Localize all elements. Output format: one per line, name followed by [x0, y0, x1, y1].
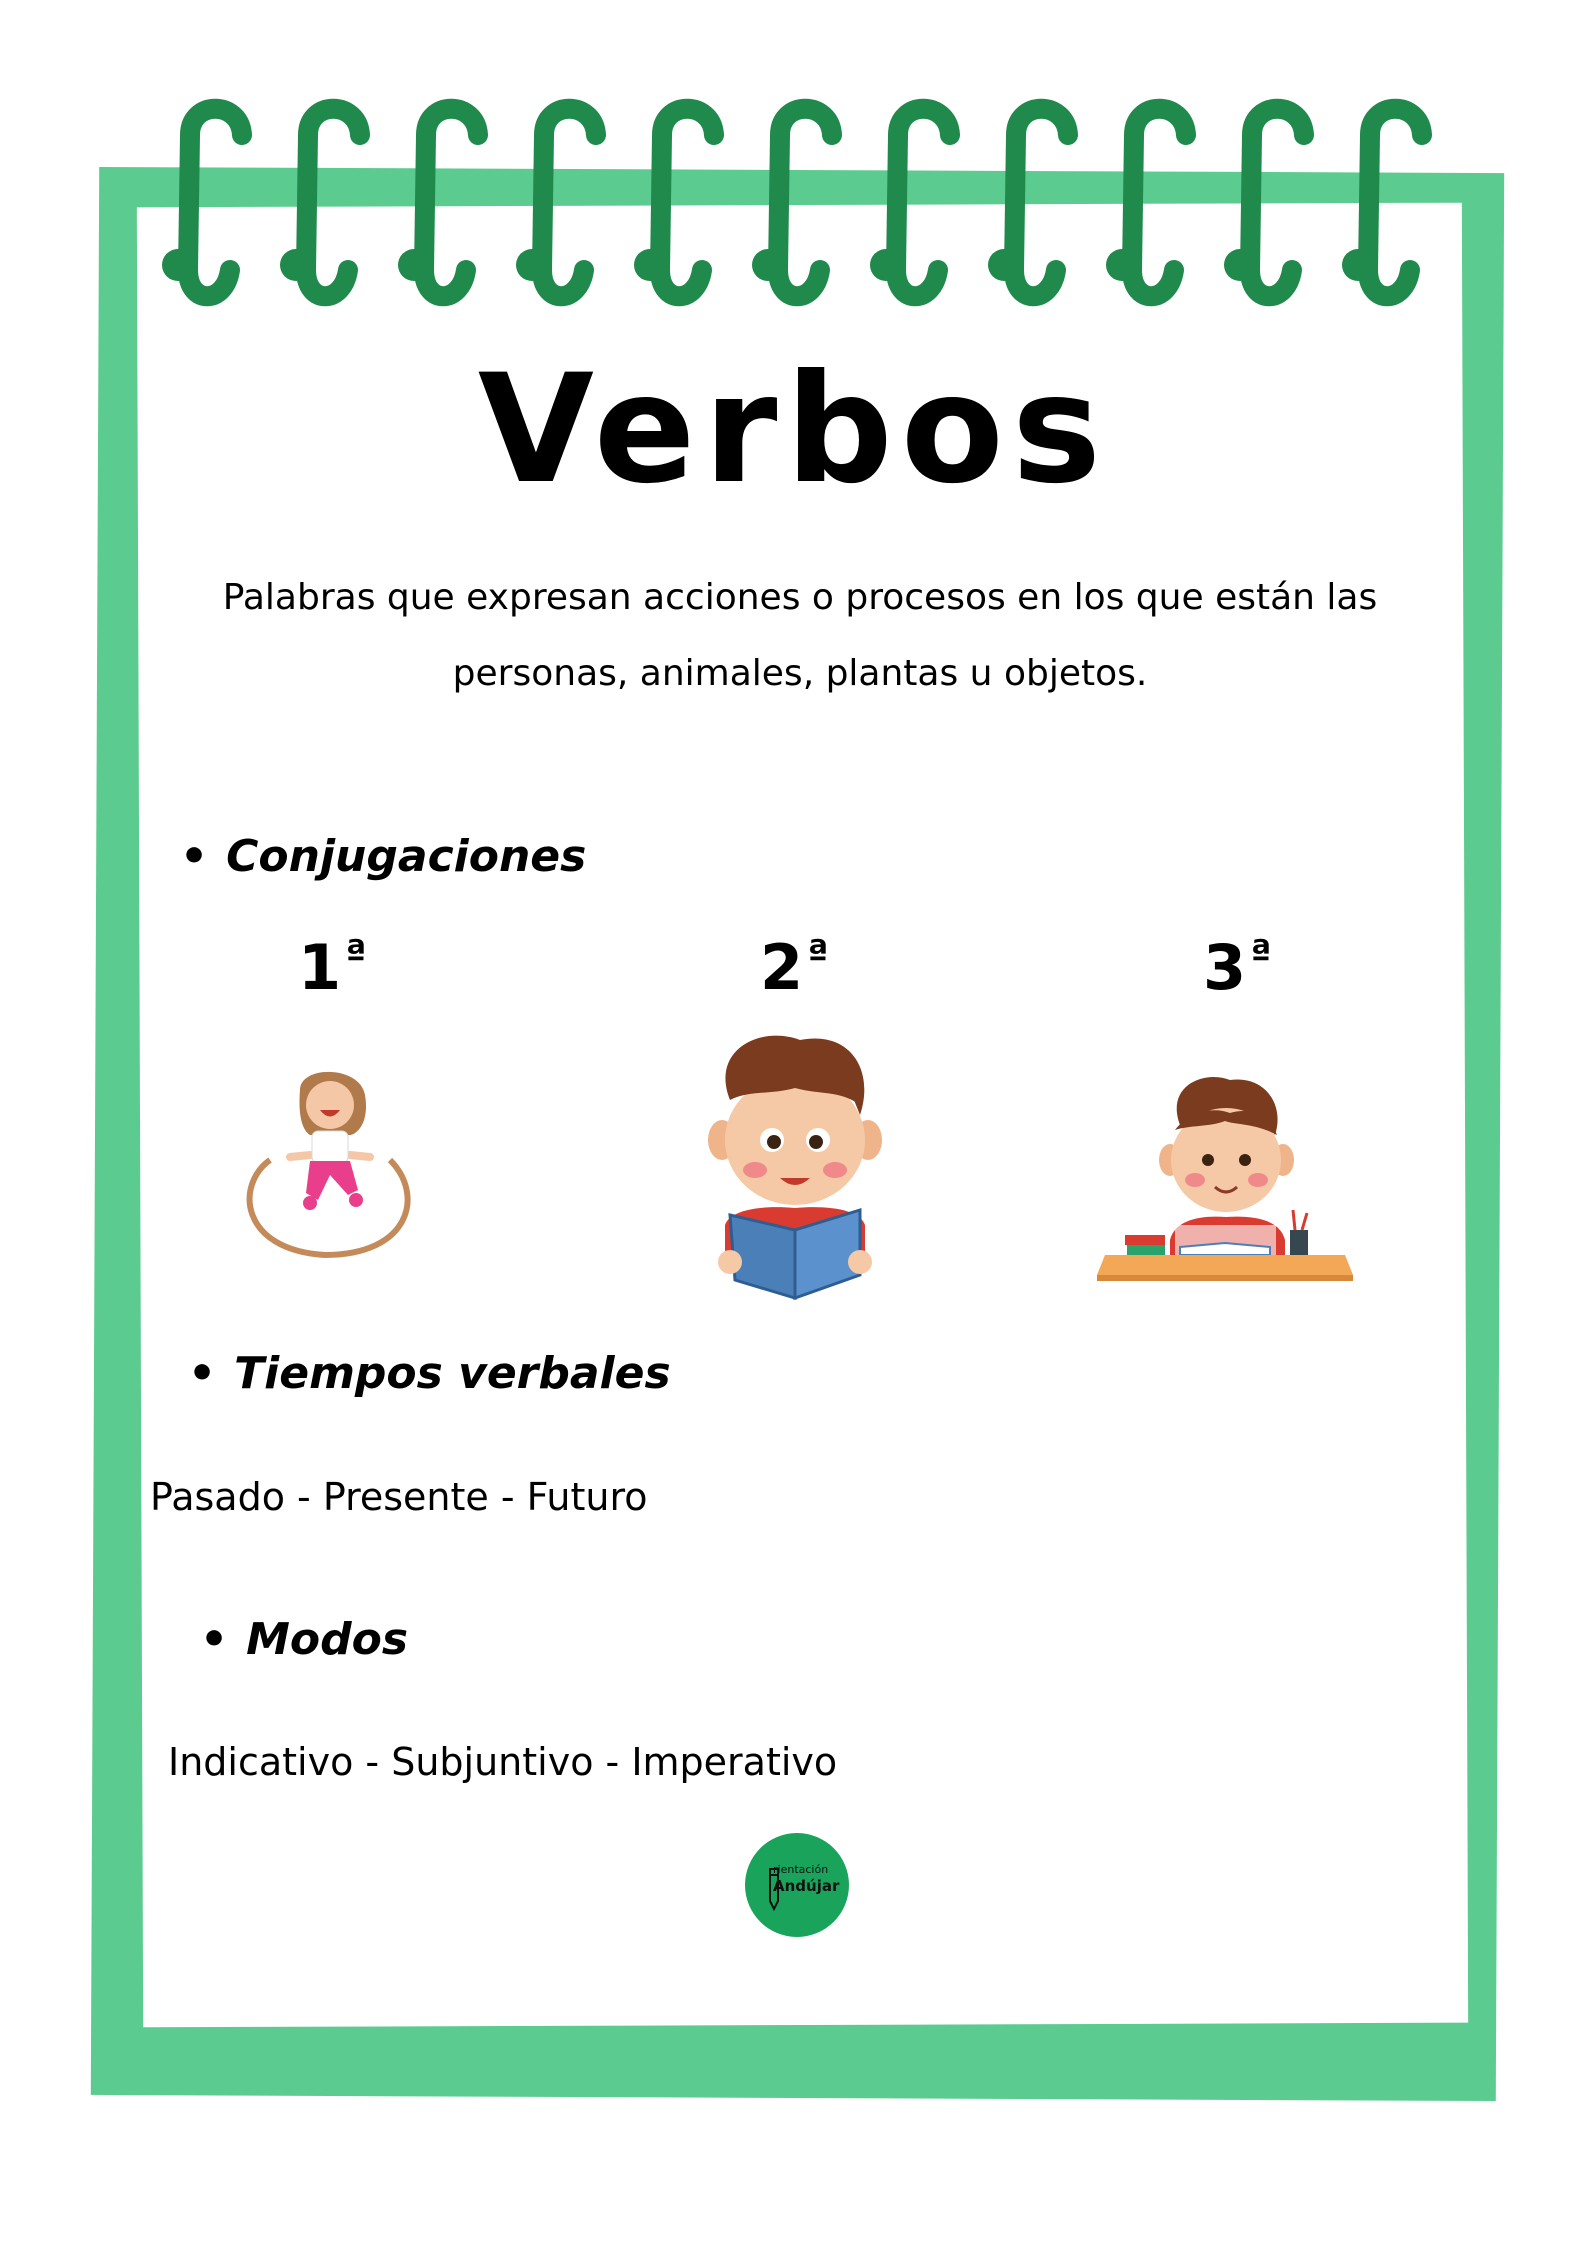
conjugation-1: [298, 931, 367, 1004]
definition-line-2: personas, animales, plantas u objetos.: [452, 653, 1148, 694]
orientacion-andujar-logo: [745, 1833, 849, 1937]
section-conjugaciones: [180, 831, 587, 882]
pencil-icon: [767, 1861, 781, 1911]
conjugation-2-ordinal: ª: [807, 932, 829, 976]
conjugation-2: [760, 931, 829, 1004]
tiempos-values: Pasado - Presente - Futuro: [150, 1475, 648, 1519]
logo-text-small: rientación: [773, 1863, 829, 1876]
conjugation-1-ordinal: ª: [345, 932, 367, 976]
spiral-binding: [130, 95, 1470, 315]
conjugation-1-number: 1: [298, 931, 342, 1004]
page-title: Verbos: [477, 343, 1110, 517]
definition-line-1: Palabras que expresan acciones o procesos en los que están las: [222, 577, 1378, 618]
conjugation-2-number: 2: [760, 931, 804, 1004]
tiempos-label: Tiempos verbales: [234, 1348, 671, 1399]
definition-text: [210, 560, 1390, 712]
modos-values: Indicativo - Subjuntivo - Imperativo: [168, 1740, 838, 1784]
girl-jumping-rope-illustration: [230, 1065, 430, 1265]
boy-reading-illustration: [700, 1030, 890, 1300]
section-tiempos: [188, 1348, 671, 1399]
bullet-dot: •: [180, 831, 209, 882]
conjugation-3-number: 3: [1203, 931, 1247, 1004]
conjugaciones-label: Conjugaciones: [226, 831, 587, 882]
conjugation-3-ordinal: ª: [1250, 932, 1272, 976]
boy-writing-illustration: [1095, 1075, 1355, 1295]
modos-label: Modos: [246, 1614, 409, 1665]
logo-text-main: Andújar: [773, 1877, 840, 1895]
conjugation-3: [1203, 931, 1272, 1004]
section-modos: [200, 1614, 409, 1665]
bullet-dot: •: [188, 1348, 217, 1399]
bullet-dot: •: [200, 1614, 229, 1665]
